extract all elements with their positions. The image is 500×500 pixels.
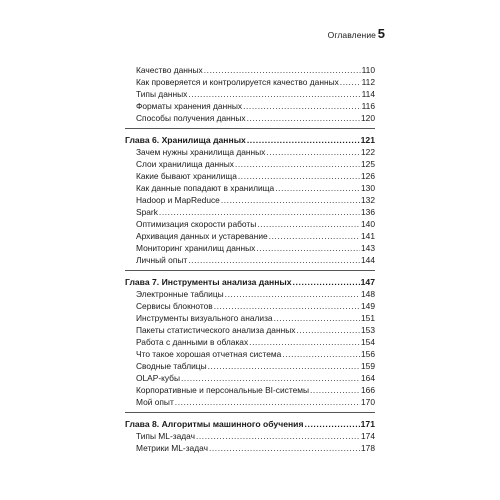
dot-leader [282, 348, 360, 360]
toc-entry-page: 153 [361, 325, 375, 335]
dot-leader [188, 88, 360, 100]
chapter-page: 147 [360, 277, 375, 287]
toc-entry-title: Пакеты статистического анализа данных [136, 325, 296, 335]
dot-leader [204, 64, 361, 76]
toc-entry [125, 288, 375, 300]
toc-entry-page: 159 [361, 361, 375, 371]
toc-entry-title: OLAP-кубы [136, 373, 180, 383]
toc-entry-title: Какие бывают хранилища [136, 171, 237, 181]
toc-entry-page: 149 [361, 301, 375, 311]
toc-entry-page: 166 [361, 385, 375, 395]
toc-entry-title: Типы данных [136, 89, 188, 99]
toc-entry-title: Как проверяется и контролируется качество данных [136, 77, 339, 87]
chapter-title: Глава 8. Алгоритмы машинного обучения [125, 419, 304, 429]
toc-entry-title: Что такое хорошая отчетная система [136, 349, 282, 359]
toc-entry [125, 218, 375, 230]
section-divider [125, 412, 375, 413]
toc-entry [125, 300, 375, 312]
toc-entry [125, 242, 375, 254]
toc-entry-page: 120 [361, 113, 375, 123]
toc-entry [125, 194, 375, 206]
dot-leader [188, 254, 360, 266]
toc-entry-page: 114 [361, 89, 375, 99]
toc-entry [125, 158, 375, 170]
toc-entry [125, 372, 375, 384]
toc-entry [125, 112, 375, 124]
toc-entry-page: 125 [361, 159, 375, 169]
toc-chapter-7 [125, 276, 375, 288]
toc-entry [125, 182, 375, 194]
dot-leader [243, 100, 361, 112]
toc-entry-title: Hadoop и MapReduce [136, 195, 220, 205]
toc-entry-title: Форматы хранения данных [136, 101, 243, 111]
dot-leader [247, 112, 360, 124]
dot-leader [293, 276, 360, 288]
toc-entry-title: Spark [136, 207, 158, 217]
toc-entry-title: Мониторинг хранилищ данных [136, 243, 256, 253]
toc-entry-title: Типы ML-задач [136, 431, 195, 441]
toc-entry-title: Корпоративные и персональные BI-системы [136, 385, 309, 395]
toc-entry-page: 126 [361, 171, 375, 181]
toc-entry-title: Способы получения данных [136, 113, 246, 123]
chapter-title: Глава 7. Инструменты анализа данных [125, 277, 292, 287]
chapter-title: Глава 6. Хранилища данных [125, 135, 246, 145]
dot-leader [209, 442, 360, 454]
chapter-page: 121 [360, 135, 375, 145]
toc-entry-page: 178 [361, 443, 375, 453]
toc-entry [125, 230, 375, 242]
dot-leader [310, 384, 360, 396]
dot-leader [257, 218, 360, 230]
toc-entry [125, 396, 375, 408]
toc-entry [125, 170, 375, 182]
toc-entry-page: 122 [361, 147, 375, 157]
dot-leader [269, 230, 360, 242]
dot-leader [274, 312, 360, 324]
toc-entry-page: 174 [361, 431, 375, 441]
chapter-page: 171 [360, 419, 375, 429]
dot-leader [159, 206, 360, 218]
dot-leader [175, 396, 360, 408]
toc-entry [125, 64, 375, 76]
toc-entry [125, 430, 375, 442]
toc-entry-page: 136 [361, 207, 375, 217]
section-divider [125, 270, 375, 271]
toc-entry-title: Качество данных [136, 65, 203, 75]
dot-leader [225, 288, 360, 300]
toc-entry-title: Сервисы блокнотов [136, 301, 213, 311]
page-number: 5 [377, 26, 385, 41]
dot-leader [247, 134, 360, 146]
dot-leader [256, 242, 360, 254]
toc-entry-page: 112 [361, 77, 375, 87]
toc-entry [125, 312, 375, 324]
toc-entry-page: 154 [361, 337, 375, 347]
dot-leader [214, 300, 360, 312]
toc-entry-title: Личный опыт [136, 255, 188, 265]
dot-leader [238, 170, 360, 182]
toc-entry-title: Как данные попадают в хранилища [136, 183, 275, 193]
toc-chapter-8 [125, 418, 375, 430]
dot-leader [304, 418, 359, 430]
toc-entry [125, 442, 375, 454]
running-head-title: Оглавление [327, 30, 376, 40]
toc-entry-title: Работа с данными в облаках [136, 337, 249, 347]
toc-entry [125, 384, 375, 396]
toc-entry-title: Архивация данных и устаревание [136, 231, 268, 241]
toc-entry-title: Инструменты визуального анализа [136, 313, 273, 323]
toc-entry [125, 336, 375, 348]
toc-entry-page: 164 [361, 373, 375, 383]
dot-leader [235, 158, 360, 170]
toc-entry [125, 360, 375, 372]
toc-entry [125, 206, 375, 218]
dot-leader [249, 336, 360, 348]
toc-entry-title: Оптимизация скорости работы [136, 219, 257, 229]
toc-entry-title: Сводные таблицы [136, 361, 207, 371]
dot-leader [266, 146, 360, 158]
dot-leader [275, 182, 360, 194]
toc-entry [125, 324, 375, 336]
dot-leader [221, 194, 360, 206]
toc-entry-page: 141 [361, 231, 375, 241]
toc-entry [125, 348, 375, 360]
toc-entry [125, 146, 375, 158]
toc-entry-page: 143 [361, 243, 375, 253]
dot-leader [208, 360, 360, 372]
toc-entry-page: 148 [361, 289, 375, 299]
toc-entry-title: Зачем нужны хранилища данных [136, 147, 266, 157]
toc-entry [125, 88, 375, 100]
toc-entry-page: 132 [361, 195, 375, 205]
toc-entry-title: Слои хранилища данных [136, 159, 234, 169]
dot-leader [181, 372, 360, 384]
section-divider [125, 128, 375, 129]
toc-entry-page: 140 [361, 219, 375, 229]
toc-entry-page: 151 [361, 313, 375, 323]
toc-entry [125, 254, 375, 266]
toc-chapter-6 [125, 134, 375, 146]
dot-leader [296, 324, 360, 336]
toc-entry-page: 116 [361, 101, 375, 111]
toc-entry-page: 130 [361, 183, 375, 193]
toc-entry-page: 144 [361, 255, 375, 265]
toc-entry-page: 170 [361, 397, 375, 407]
toc-entry-title: Мой опыт [136, 397, 174, 407]
toc-entry-title: Электронные таблицы [136, 289, 224, 299]
toc-entry-page: 110 [361, 65, 375, 75]
toc-entry-page: 156 [361, 349, 375, 359]
toc-entry [125, 100, 375, 112]
toc-entry-title: Метрики ML-задач [136, 443, 208, 453]
toc-entry [125, 76, 375, 88]
dot-leader [196, 430, 360, 442]
table-of-contents [125, 64, 375, 454]
dot-leader [340, 76, 361, 88]
